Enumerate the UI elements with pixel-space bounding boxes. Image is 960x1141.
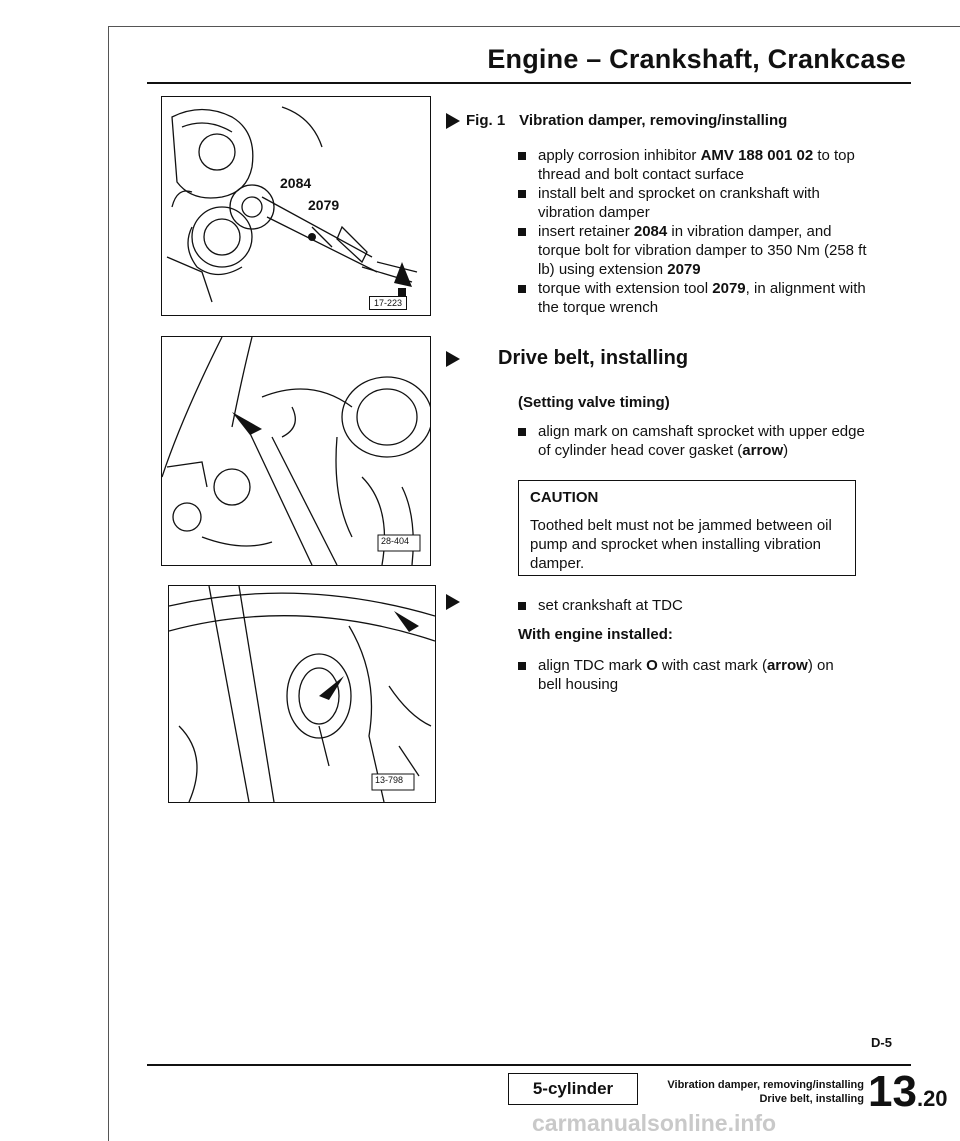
figure-tdc-mark [168, 585, 436, 803]
callout-2084: 2084 [280, 175, 312, 191]
list-item: align mark on camshaft sprocket with upper edge of cylinder head cover gasket (arrow) [516, 422, 868, 460]
footer-topic-2: Drive belt, installing [759, 1093, 864, 1105]
figure-drawing-1 [162, 97, 430, 315]
figure-vibration-damper [161, 96, 431, 316]
section3-bullets [516, 596, 868, 615]
header-rule [147, 82, 911, 84]
page-border-top [108, 26, 960, 27]
figure-camshaft-sprocket [161, 336, 431, 566]
footer-topic-1: Vibration damper, removing/installing [667, 1079, 864, 1091]
page-number: 13.20 [868, 1067, 948, 1116]
figure-ref-label: 13-798 [375, 775, 404, 785]
section2-subtitle: (Setting valve timing) [518, 394, 670, 411]
doc-code: D-5 [871, 1035, 892, 1050]
figure-ref-label: 17-223 [369, 296, 407, 310]
section2-heading: Drive belt, installing [446, 347, 688, 370]
caution-box [518, 480, 856, 576]
pointer-arrow [446, 594, 460, 615]
section3-subhead: With engine installed: [518, 626, 673, 643]
footer-rule [147, 1064, 911, 1066]
list-item: insert retainer 2084 in vibration damper, and torque bolt for vibration damper to 350 Nm (258 ft lb) using extension 2079 [516, 222, 868, 279]
figure-drawing-2 [162, 337, 430, 565]
section1-bullets [516, 146, 868, 317]
fig-title: Vibration damper, removing/installing [519, 112, 788, 129]
section3-bullets-2 [516, 656, 856, 694]
list-item: align TDC mark O with cast mark (arrow) on bell housing [516, 656, 856, 694]
caution-text: Toothed belt must not be jammed between oil pump and sprocket when installing vibration damper. [530, 517, 832, 572]
page-border-left [108, 26, 109, 1141]
list-item: set crankshaft at TDC [516, 596, 868, 615]
callout-2079: 2079 [308, 197, 340, 213]
engine-variant-box: 5-cylinder [508, 1073, 638, 1105]
list-item: apply corrosion inhibitor AMV 188 001 02 to top thread and bolt contact surface [516, 146, 868, 184]
section2-bullets [516, 422, 868, 460]
pointer-arrow-icon [446, 113, 460, 129]
list-item: torque with extension tool 2079, in alignment with the torque wrench [516, 279, 868, 317]
fig-1-caption [446, 112, 787, 129]
list-item: install belt and sprocket on crankshaft with vibration damper [516, 184, 868, 222]
figure-drawing-3 [169, 586, 435, 802]
fig-label: Fig. 1 [466, 112, 506, 129]
footer-topics [648, 1078, 864, 1106]
figure-ref-label: 28-404 [381, 536, 410, 546]
caution-title: CAUTION [530, 489, 599, 506]
pointer-arrow-icon [446, 351, 460, 367]
watermark: carmanualsonline.info [532, 1110, 777, 1136]
page-title: Engine – Crankshaft, Crankcase [487, 44, 906, 74]
pointer-arrow-icon [446, 594, 460, 610]
